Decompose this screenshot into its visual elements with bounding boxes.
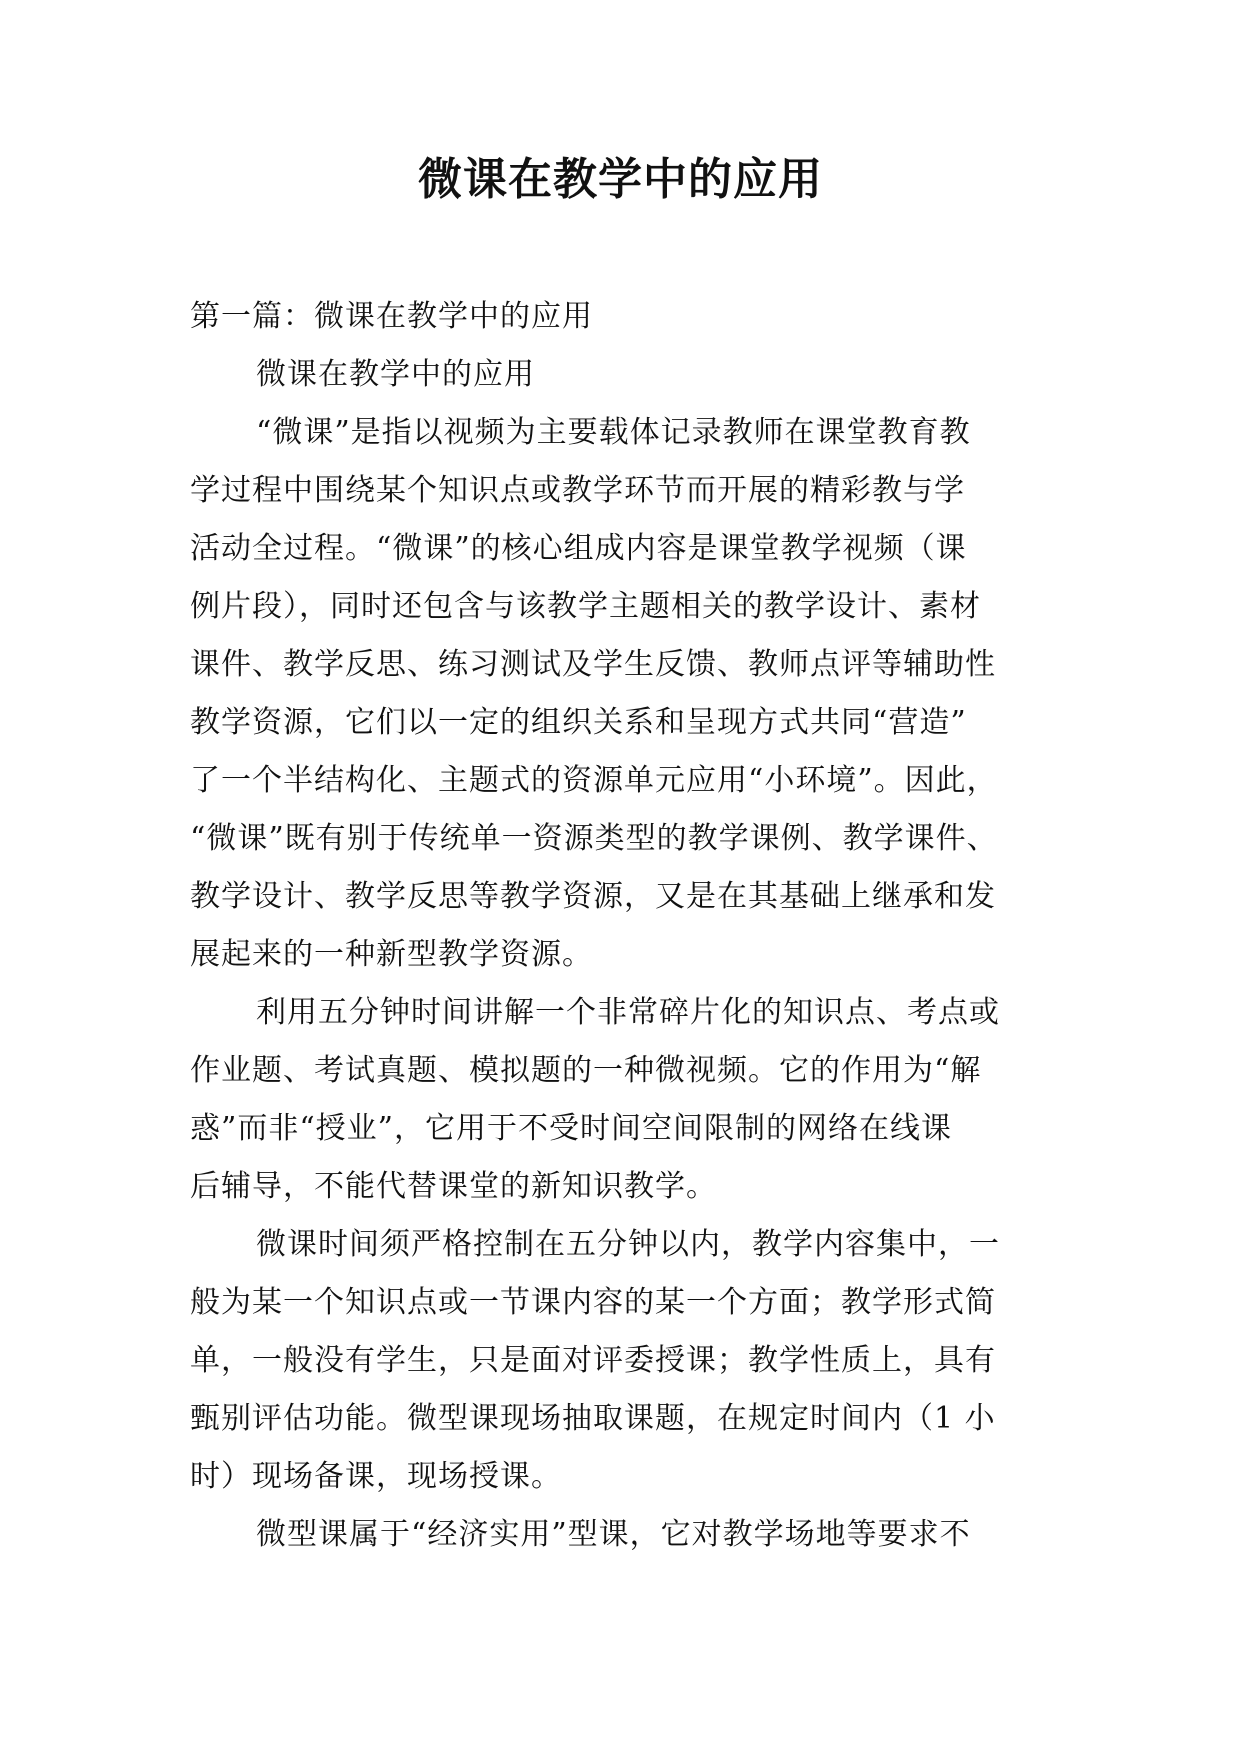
text-line: 教学设计、教学反思等教学资源，又是在其基础上继承和发 <box>190 879 996 914</box>
text-line: 后辅导，不能代替课堂的新知识教学。 <box>190 1169 717 1204</box>
text-line: 教学资源，它们以一定的组织关系和呈现方式共同“营造” <box>190 705 967 740</box>
text-line: 作业题、考试真题、模拟题的一种微视频。它的作用为“解 <box>190 1053 982 1088</box>
text-line: 课件、教学反思、练习测试及学生反馈、教师点评等辅助性 <box>190 647 996 682</box>
text-line: “微课”是指以视频为主要载体记录教师在课堂教育教 <box>256 415 971 450</box>
text-line: 第一篇：微课在教学中的应用 <box>190 299 593 334</box>
text-line: 利用五分钟时间讲解一个非常碎片化的知识点、考点或 <box>256 995 1000 1030</box>
document-body <box>190 288 1050 1564</box>
document-title: 微课在教学中的应用 <box>418 154 823 205</box>
text-line: 时）现场备课，现场授课。 <box>190 1459 562 1494</box>
text-line: 微课在教学中的应用 <box>256 357 535 392</box>
text-line: “微课”既有别于传统单一资源类型的教学课例、教学课件、 <box>190 821 998 856</box>
text-line: 活动全过程。“微课”的核心组成内容是课堂教学视频（课 <box>190 531 967 566</box>
text-line: 甄别评估功能。微型课现场抽取课题，在规定时间内（1 小 <box>190 1401 996 1436</box>
text-line: 单，一般没有学生，只是面对评委授课；教学性质上，具有 <box>190 1343 996 1378</box>
text-line: 了一个半结构化、主题式的资源单元应用“小环境”。因此， <box>190 763 998 798</box>
text-line: 例片段），同时还包含与该教学主题相关的教学设计、素材 <box>190 589 981 624</box>
text-line: 学过程中围绕某个知识点或教学环节而开展的精彩教与学 <box>190 473 965 508</box>
text-line: 惑”而非“授业”，它用于不受时间空间限制的网络在线课 <box>190 1111 953 1146</box>
text-line: 展起来的一种新型教学资源。 <box>190 937 593 972</box>
text-line: 般为某一个知识点或一节课内容的某一个方面；教学形式简 <box>190 1285 996 1320</box>
text-line: 微型课属于“经济实用”型课，它对教学场地等要求不 <box>256 1517 971 1552</box>
text-line: 微课时间须严格控制在五分钟以内，教学内容集中，一 <box>256 1227 1000 1262</box>
